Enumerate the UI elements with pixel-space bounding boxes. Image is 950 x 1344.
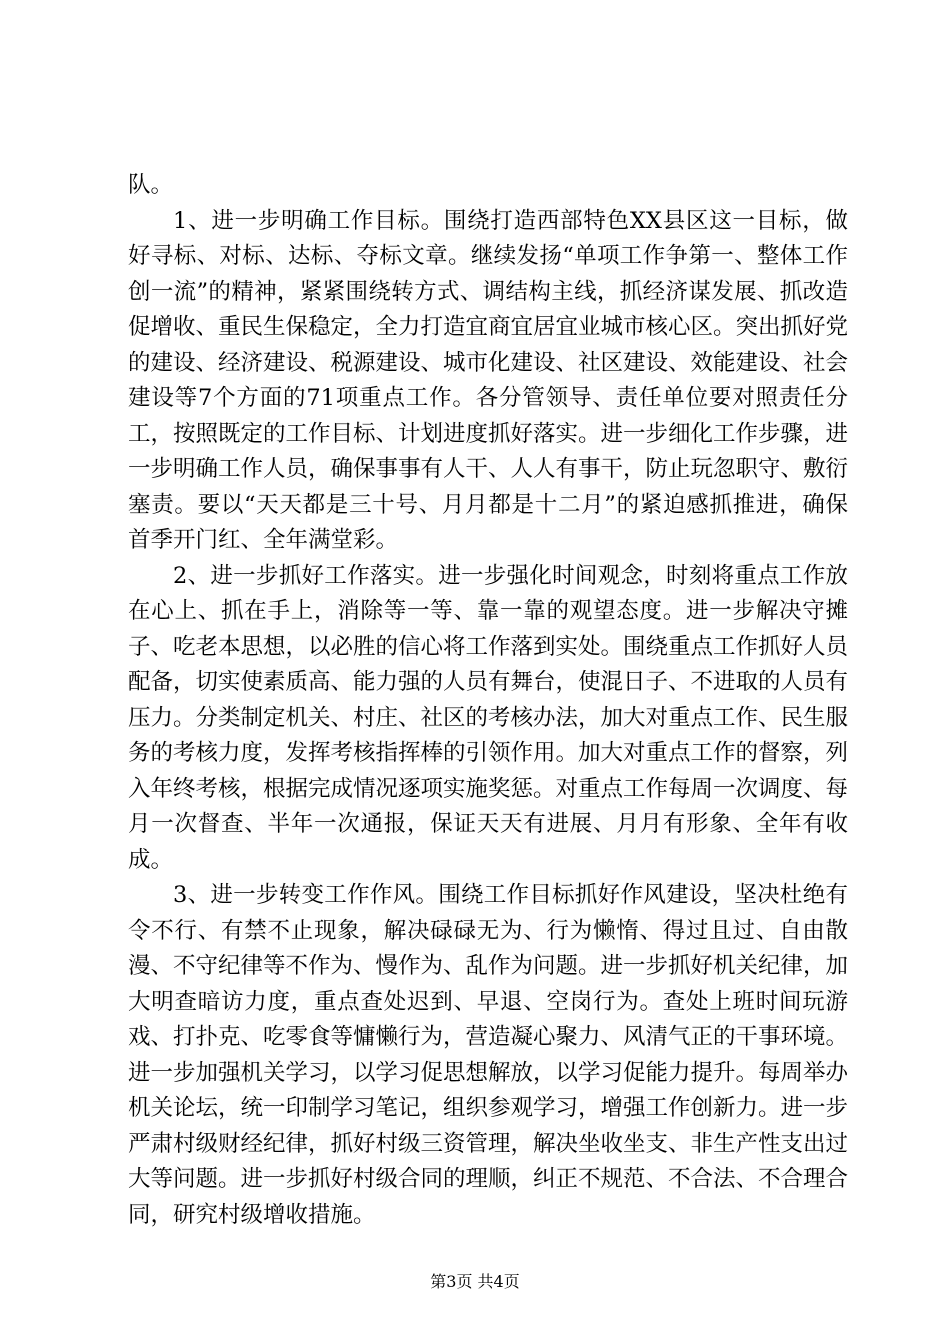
paragraph-work-goals: 1、进一步明确工作目标。围绕打造西部特色XX县区这一目标，做好寻标、对标、达标、夺标文章。继续发扬“单项工作争第一、整体工作创一流”的精神，紧紧围绕转方式、调结构主线，抓经济谋发展、抓改造促增收、重民生保稳定，全力打造宜商宜居宜业城市核心区。突出抓好党的建设、经济建设、税源建设、城市化建设、社区建设、效能建设、社会建设等7个方面的71项重点工作。各分管领导、责任单位要对照责任分工，按照既定的工作目标、计划进度抓好落实。进一步细化工作步骤，进一步明确工作人员，确保事事有人干、人人有事干，防止玩忽职守、敷衍塞责。要以“天天都是三十号、月月都是十二月”的紧迫感抓推进，确保首季开门红、全年满堂彩。: [128, 207, 849, 553]
page-number-label: 第3页 共4页: [430, 1272, 520, 1291]
page-footer: [0, 1272, 950, 1292]
document-body: [128, 168, 848, 1233]
paragraph-work-implementation: 2、进一步抓好工作落实。进一步强化时间观念，时刻将重点工作放在心上、抓在手上，消除等一等、靠一靠的观望态度。进一步解决守摊子、吃老本思想，以必胜的信心将工作落到实处。围绕重点工作抓好人员配备，切实使素质高、能力强的人员有舞台，使混日子、不进取的人员有压力。分类制定机关、村庄、社区的考核办法，加大对重点工作、民生服务的考核力度，发挥考核指挥棒的引领作用。加大对重点工作的督察，列入年终考核，根据完成情况逐项实施奖惩。对重点工作每周一次调度、每月一次督查、半年一次通报，保证天天有进展、月月有形象、全年有收成。: [128, 562, 849, 873]
paragraph-continuation: 队。: [128, 172, 174, 198]
paragraph-work-style: 3、进一步转变工作作风。围绕工作目标抓好作风建设，坚决杜绝有令不行、有禁不止现象，解决碌碌无为、行为懒惰、得过且过、自由散漫、不守纪律等不作为、慢作为、乱作为问题。进一步抓好机关纪律，加大明查暗访力度，重点查处迟到、早退、空岗行为。查处上班时间玩游戏、打扑克、吃零食等慵懒行为，营造凝心聚力、风清气正的干事环境。进一步加强机关学习，以学习促思想解放，以学习促能力提升。每周举办机关论坛，统一印制学习笔记，组织参观学习，增强工作创新力。进一步严肃村级财经纪律，抓好村级三资管理，解决坐收坐支、非生产性支出过大等问题。进一步抓好村级合同的理顺，纠正不规范、不合法、不合理合同，研究村级增收措施。: [128, 882, 849, 1228]
